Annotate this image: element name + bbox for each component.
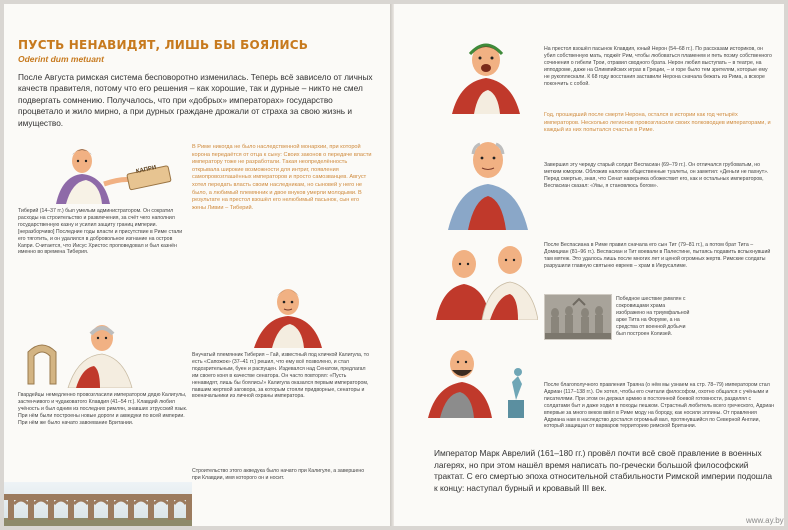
hadrian-text: После благополучного правления Траяна (о нём мы узнаем на стр. 78–79) императором стал Адриан (117–138 гг.). Он хотел, чтобы его считали философом, охотно общался с учёными и писателями. При этом он держал армию в постоянной боевой готовности, разделял с солдатами быт и даже ходил в походы пешком. Страстный любитель всего греческого, Адриан впервые за много веков ввёл в Риме моду на бороду, как носили эллины. От правления Адриана нам в наследство достался огромный вал, протянувшийся по Северной Англии, который защищал от варваров территорию римской Британии. xyxy=(544,382,774,430)
nero-text: На престол взошёл пасынок Клавдия, юный Нерон (54–68 гг.). По рассказам историков, он убил собственную мать, поджёг Рим, чтобы любоваться пламенем и петь поэму собственного сочинения о гибели Трои, отравил сводного брата. Нерон любил выступать – в театре, на ипподроме, даже на Олимпийских играх в Греции, – и горе было тем зрителям, которые ему не рукоплескали. К 68 году восстания заставили Нерона сначала бежать из Рима, а вскоре покончить с собой. xyxy=(544,46,772,87)
titus-domitian-illustration xyxy=(434,236,538,320)
succession-note: В Риме никогда не было наследственной монархии, при которой корона передаётся от отца к сыну: Своих законов о передаче власти императору тоже не разработали. Такая неопределённость открывала широкие возможности для интриг, появления самопровозглашённых императоров и просто самозванцев. Август хотел передать власть своим наследникам, но сыновей у него не было, а любимый племянник и двое внуков умерли молодыми. В результате на престол взошёл его нелюбимый пасынок, сын его жены Ливии – Тиберий. xyxy=(192,144,372,211)
tiberius-text: Тиберий (14–37 гг.) был умелым администратором. Он сократил расходы на строительство и развлечения, за счёт чего наполнил государственную казну и усилил защиту границ империи. [неразборчиво] Последние годы власти и присутствие в Риме стали его тяготить, и он удалился в добровольное изгнание на остров Капри. Считается, что Иисус Христос проповедовал и был казнён именно во времена Тиберия. xyxy=(18,208,183,256)
vespasian-text: Завершил эту череду старый солдат Веспасиан (69–79 гг.). Он отличался грубоватым, но метким юмором. Обложив налогом общественные туалеты, он заметил: «Деньги не пахнут». Перед смертью, зная, что Сенат наверняка обожествит его, как и остальных императоров, Веспасиан сказал: «Увы, я становлюсь богом». xyxy=(544,162,769,189)
caligula-text: Внучатый племянник Тиберия – Гай, известный под кличкой Калигула, то есть «Сапожок» (37–41 гг.) решил, что ему всё позволено, и стал подозрительным, буен и распущен. Издевался над Сенатом, предлагал им своего коня в качестве сенатора. Он часто повторял: «Пусть ненавидят, лишь бы боялись!» Калигула оказался первым императором, павшим жертвой заговора, за которым стояли придворные, сенаторы и военачальники из личной охраны императора. xyxy=(192,352,369,400)
claudius-text: Гвардейцы немедленно провозгласили императором дядю Калигулы, застенчивого и чудаковатого Клавдия (41–54 гг.). Клавдий любил учёность и был одним из последних римлян, знавших этрусский язык. При нём были построены новые дороги и акведуки по всей империи. При нём же было начато завоевание Британии. xyxy=(18,392,188,426)
titus-text: После Веспасиана в Риме правил сначала его сын Тит (79–81 гг.), а потом брат Тита – Домициан (81–96 гг.). Веспасиан и Тит воевали в Палестине, пытаясь подавить вспыхнувший там мятеж. Это удалось лишь после многих лет и ценой огромных жертв. Римские солдаты разрушили главную святыню евреев – храм в Иерусалиме. xyxy=(544,242,771,269)
aqueduct-photo xyxy=(4,482,192,526)
arch-caption: Победное шествие римлян с сокровищами храма изображено на триумфальной арке Тита на Форуме, а на средства от военной добычи был построен Колизей. xyxy=(616,296,690,337)
aqueduct-caption: Строительство этого акведука было начато при Калигуле, а завершено при Клавдии, имя которого он и носит. xyxy=(192,468,365,481)
left-page xyxy=(4,4,390,526)
page-subtitle: Oderint dum metuant xyxy=(18,54,104,64)
vespasian-illustration xyxy=(444,126,532,230)
after-nero-text: Год, прошедший после смерти Нерона, остался в истории как год четырёх императоров. Несколько легионов провозгласили своих полководцев императорами, и каждый из них попытался счастья в Риме. xyxy=(544,112,771,134)
page-title: ПУСТЬ НЕНАВИДЯТ, ЛИШЬ БЫ БОЯЛИСЬ xyxy=(18,38,309,52)
arch-relief-photo xyxy=(544,294,612,340)
nero-illustration xyxy=(446,34,526,114)
capri-sign-label: КАПРИ xyxy=(135,164,157,176)
watermark: www.ay.by xyxy=(746,516,784,525)
marcus-aurelius-text: Император Марк Аврелий (161–180 гг.) провёл почти всё своё правление в военных лагерях, но при этом нашёл время написать по-гречески большой философский трактат. С его смертью эпоха относительной стабильности Римской империи подошла к концу: наступал бурный и кровавый III век. xyxy=(434,448,773,493)
right-page xyxy=(394,4,784,526)
caligula-illustration xyxy=(244,280,334,348)
hadrian-illustration xyxy=(422,342,542,418)
intro-paragraph: После Августа римская система бесповоротно изменилась. Теперь всё зависело от личных качеств правителя, потому что его решения – как хорошие, так и дурные – никто не смел подвергать сомнению. Получалось, что при «добрых» императорах» государство процветало и жило мирно, а при дурных граждане дрожали от страха за свою жизнь и имущество. xyxy=(18,72,373,128)
claudius-illustration xyxy=(20,318,150,388)
tiberius-illustration xyxy=(36,142,184,204)
